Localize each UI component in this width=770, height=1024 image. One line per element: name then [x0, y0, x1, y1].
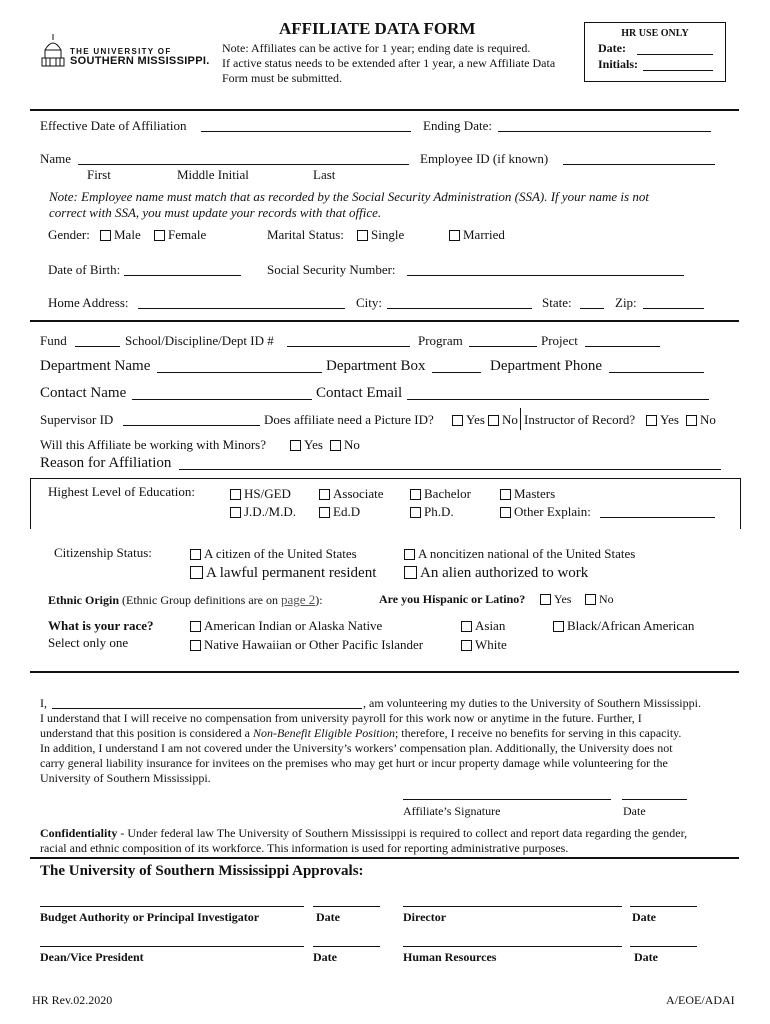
- confidentiality-label: Confidentiality: [40, 826, 118, 840]
- dean-date-line[interactable]: [313, 946, 380, 947]
- instructor-yes-checkbox[interactable]: [646, 415, 657, 426]
- hr-caption: Human Resources: [403, 950, 497, 964]
- contact-email-label: Contact Email: [316, 385, 403, 401]
- supervisor-divider: [520, 408, 521, 430]
- director-signature-line[interactable]: [403, 906, 622, 907]
- race-option-label: Black/African American: [567, 618, 695, 633]
- header-note-3: Form must be submitted.: [222, 71, 342, 85]
- zip-label: Zip:: [615, 295, 637, 310]
- ssn-field[interactable]: [407, 262, 684, 276]
- effective-date-label: Effective Date of Affiliation: [40, 118, 187, 133]
- marital-label: Marital Status:: [267, 227, 344, 242]
- fund-field[interactable]: [75, 333, 120, 347]
- department-phone-label: Department Phone: [490, 358, 603, 374]
- name-last-caption: Last: [313, 167, 336, 182]
- director-date-caption: Date: [632, 910, 656, 924]
- edu-checkbox[interactable]: [319, 489, 330, 500]
- ssa-note-line-2: correct with SSA, you must update your records with that office.: [49, 205, 382, 220]
- hr-initials-field[interactable]: [643, 57, 713, 71]
- director-date-line[interactable]: [630, 906, 697, 907]
- affiliate-date-line[interactable]: [622, 799, 687, 800]
- minors-label: Will this Affiliate be working with Minors?: [40, 437, 266, 452]
- edu-checkbox[interactable]: [500, 507, 511, 518]
- citizen-option[interactable]: [190, 546, 357, 562]
- budget-signature-line[interactable]: [40, 906, 304, 907]
- employee-id-field[interactable]: [563, 151, 715, 165]
- race-checkbox[interactable]: [553, 621, 564, 632]
- name-label: Name: [40, 151, 72, 166]
- dome-icon: [40, 34, 66, 68]
- permanent-label: A lawful permanent resident: [206, 565, 377, 581]
- minors-no[interactable]: [330, 437, 360, 453]
- instructor-no-checkbox[interactable]: [686, 415, 697, 426]
- edu-option-associate[interactable]: [319, 486, 384, 502]
- noncitizen-option[interactable]: [404, 546, 635, 562]
- volunteer-line-4: In addition, I understand I am not covered under the University’s workers’ compensation plan. Additionally, the University does not: [40, 741, 673, 755]
- footer-eoe: A/EOE/ADAI: [666, 993, 735, 1007]
- affiliate-date-caption: Date: [623, 804, 646, 818]
- single-checkbox[interactable]: [357, 230, 368, 241]
- male-label: Male: [114, 227, 141, 242]
- edu-other-field[interactable]: [600, 504, 715, 518]
- male-checkbox[interactable]: [100, 230, 111, 241]
- hispanic-no-label: No: [599, 592, 614, 606]
- page-title: AFFILIATE DATA FORM: [279, 19, 476, 38]
- permanent-checkbox[interactable]: [190, 566, 203, 579]
- reason-field[interactable]: [179, 456, 721, 470]
- ending-date-label: Ending Date:: [423, 118, 492, 133]
- department-phone-field[interactable]: [609, 359, 704, 373]
- race-white[interactable]: [461, 637, 507, 653]
- edu-option-label: J.D./M.D.: [244, 504, 297, 519]
- ethnic-origin-line: [48, 592, 323, 608]
- race-black[interactable]: [553, 618, 694, 634]
- hispanic-yes-label: Yes: [554, 592, 572, 606]
- budget-date-caption: Date: [316, 910, 340, 924]
- alien-label: An alien authorized to work: [420, 565, 589, 581]
- ending-date-field[interactable]: [498, 118, 711, 132]
- edu-option-label: Other Explain:: [514, 504, 591, 519]
- race-checkbox[interactable]: [190, 640, 201, 651]
- department-name-label: Department Name: [40, 358, 151, 374]
- race-hawaiian[interactable]: [190, 637, 423, 653]
- volunteer-line-5: carry general liability insurance for invitees on the premises who may get hurt or incur property damage while volunteering for the: [40, 756, 668, 770]
- edu-option-masters[interactable]: [500, 486, 555, 502]
- contact-email-field[interactable]: [407, 386, 709, 400]
- edu-checkbox[interactable]: [319, 507, 330, 518]
- footer-revision: HR Rev.02.2020: [32, 993, 113, 1007]
- volunteer-line-1: , am volunteering my duties to the University of Southern Mississippi.: [363, 696, 701, 710]
- alien-checkbox[interactable]: [404, 566, 417, 579]
- state-label: State:: [542, 295, 572, 310]
- married-checkbox[interactable]: [449, 230, 460, 241]
- edu-option-phd[interactable]: [410, 504, 454, 520]
- confidentiality-line-2: racial and ethnic composition of its workforce. This information is used for reporting administrative purposes.: [40, 841, 569, 855]
- dob-field[interactable]: [124, 262, 241, 276]
- education-label: Highest Level of Education:: [48, 484, 195, 499]
- department-name-field[interactable]: [157, 359, 322, 373]
- picture-id-yes[interactable]: [452, 412, 485, 428]
- volunteer-line-3a: understand that this position is considered a: [40, 726, 253, 740]
- volunteer-line-3c: ; therefore, I receive no benefits for serving in this capacity.: [394, 726, 682, 740]
- director-caption: Director: [403, 910, 447, 924]
- race-asian[interactable]: [461, 618, 505, 634]
- citizen-checkbox[interactable]: [190, 549, 201, 560]
- picture-yes-checkbox[interactable]: [452, 415, 463, 426]
- edu-option-label: Ed.D: [333, 504, 361, 519]
- race-option-label: Asian: [475, 618, 506, 633]
- project-field[interactable]: [585, 333, 660, 347]
- picture-no-label: No: [502, 412, 518, 427]
- marital-single-option[interactable]: [357, 227, 404, 243]
- instructor-no-label: No: [700, 412, 716, 427]
- edu-checkbox[interactable]: [230, 507, 241, 518]
- school-dept-label: School/Discipline/Dept ID #: [125, 333, 274, 348]
- ethnic-paren-a: (Ethnic Group definitions are on: [122, 593, 281, 607]
- minors-yes-label: Yes: [304, 437, 323, 452]
- confidentiality-text-1: - Under federal law The University of Southern Mississippi is required to collect and report data regarding the gender,: [117, 826, 688, 840]
- race-checkbox[interactable]: [461, 621, 472, 632]
- minors-yes[interactable]: [290, 437, 323, 453]
- dob-label: Date of Birth:: [48, 262, 121, 277]
- race-checkbox[interactable]: [461, 640, 472, 651]
- dean-date-caption: Date: [313, 950, 337, 964]
- gender-male-option[interactable]: [100, 227, 141, 243]
- city-field[interactable]: [387, 295, 532, 309]
- edu-checkbox[interactable]: [500, 489, 511, 500]
- instructor-yes-label: Yes: [660, 412, 679, 427]
- volunteer-i: I,: [40, 696, 47, 710]
- city-label: City:: [356, 295, 383, 310]
- approvals-title: The University of Southern Mississippi Approvals:: [40, 863, 364, 879]
- header-note-2: If active status needs to be extended after 1 year, a new Affiliate Data: [222, 56, 556, 70]
- hispanic-yes-checkbox[interactable]: [540, 594, 551, 605]
- ethnic-origin-label: Ethnic Origin: [48, 593, 120, 607]
- budget-caption: Budget Authority or Principal Investigator: [40, 910, 260, 924]
- noncitizen-label: A noncitizen national of the United States: [418, 546, 636, 561]
- edu-option-label: Associate: [333, 486, 384, 501]
- section-divider-1: [30, 320, 739, 322]
- dean-caption: Dean/Vice President: [40, 950, 144, 964]
- instructor-yes[interactable]: [646, 412, 679, 428]
- citizen-label: A citizen of the United States: [204, 546, 357, 561]
- picture-yes-label: Yes: [466, 412, 485, 427]
- confidentiality-line-1: [40, 826, 687, 841]
- edu-checkbox[interactable]: [410, 489, 421, 500]
- section-divider-3: [30, 857, 739, 859]
- race-option-label: Native Hawaiian or Other Pacific Islander: [204, 637, 424, 652]
- hr-date-line[interactable]: [630, 946, 697, 947]
- edu-option-label: HS/GED: [244, 486, 291, 501]
- supervisor-id-label: Supervisor ID: [40, 412, 114, 427]
- ethnic-page2-link[interactable]: page 2: [280, 592, 316, 607]
- dean-signature-line[interactable]: [40, 946, 304, 947]
- picture-no-checkbox[interactable]: [488, 415, 499, 426]
- non-benefit-term: Non-Benefit Eligible Position: [252, 726, 395, 740]
- hr-initials-label: Initials:: [598, 57, 639, 71]
- instructor-no[interactable]: [686, 412, 716, 428]
- permanent-resident-option[interactable]: [190, 565, 376, 582]
- race-sub-label: Select only one: [48, 635, 129, 650]
- hispanic-no-checkbox[interactable]: [585, 594, 596, 605]
- department-box-field[interactable]: [432, 359, 481, 373]
- name-field[interactable]: [78, 151, 409, 165]
- volunteer-line-3: [40, 726, 681, 741]
- school-dept-field[interactable]: [287, 333, 410, 347]
- contact-name-field[interactable]: [132, 386, 312, 400]
- affiliate-signature-line[interactable]: [403, 799, 611, 800]
- edu-option-hsged[interactable]: [230, 486, 291, 502]
- alien-option[interactable]: [404, 565, 588, 582]
- picture-id-no[interactable]: [488, 412, 518, 428]
- noncitizen-checkbox[interactable]: [404, 549, 415, 560]
- header-divider: [30, 109, 739, 111]
- female-checkbox[interactable]: [154, 230, 165, 241]
- hispanic-no[interactable]: [585, 592, 614, 607]
- gender-label: Gender:: [48, 227, 90, 242]
- contact-name-label: Contact Name: [40, 385, 127, 401]
- hispanic-yes[interactable]: [540, 592, 571, 607]
- gender-female-option[interactable]: [154, 227, 206, 243]
- edu-option-label: Bachelor: [424, 486, 471, 501]
- ethnic-paren-b: ):: [315, 593, 323, 607]
- race-label: What is your race?: [48, 618, 154, 633]
- program-field[interactable]: [469, 333, 537, 347]
- hr-date-caption: Date: [634, 950, 658, 964]
- department-box-label: Department Box: [326, 358, 426, 374]
- marital-married-option[interactable]: [449, 227, 505, 243]
- affiliate-signature-caption: Affiliate’s Signature: [403, 804, 501, 818]
- edu-option-label: Ph.D.: [424, 504, 454, 519]
- section-divider-2: [30, 671, 739, 673]
- picture-id-label: Does affiliate need a Picture ID?: [264, 412, 434, 427]
- ssn-label: Social Security Number:: [267, 262, 396, 277]
- effective-date-field[interactable]: [201, 118, 411, 132]
- fund-label: Fund: [40, 333, 67, 348]
- hr-date-label: Date:: [598, 41, 626, 55]
- ssa-note-line-1: Note: Employee name must match that as recorded by the Social Security Administration (SSA). If your name is not: [49, 189, 649, 204]
- employee-id-label: Employee ID (if known): [420, 151, 549, 166]
- edu-option-label: Masters: [514, 486, 556, 501]
- volunteer-line-6: University of Southern Mississippi.: [40, 771, 211, 785]
- budget-date-line[interactable]: [313, 906, 380, 907]
- single-label: Single: [371, 227, 405, 242]
- minors-no-checkbox[interactable]: [330, 440, 341, 451]
- home-address-field[interactable]: [138, 295, 345, 309]
- supervisor-id-field[interactable]: [123, 412, 260, 426]
- hispanic-label: Are you Hispanic or Latino?: [379, 592, 526, 606]
- hr-signature-line[interactable]: [403, 946, 622, 947]
- race-option-label: American Indian or Alaska Native: [204, 618, 383, 633]
- married-label: Married: [463, 227, 505, 242]
- instructor-of-record-label: Instructor of Record?: [524, 412, 636, 427]
- hr-date-field[interactable]: [637, 41, 713, 55]
- state-field[interactable]: [580, 295, 604, 309]
- race-american-indian[interactable]: [190, 618, 382, 634]
- edu-checkbox[interactable]: [410, 507, 421, 518]
- name-middle-caption: Middle Initial: [177, 167, 249, 182]
- logo-text-small: THE UNIVERSITY OF: [70, 47, 172, 56]
- volunteer-name-field[interactable]: [52, 696, 362, 709]
- citizenship-label: Citizenship Status:: [54, 545, 152, 560]
- reason-label: Reason for Affiliation: [40, 455, 172, 471]
- edu-checkbox[interactable]: [230, 489, 241, 500]
- header-note-1: Note: Affiliates can be active for 1 year; ending date is required.: [222, 41, 531, 55]
- home-address-label: Home Address:: [48, 295, 129, 310]
- hr-box-title: HR USE ONLY: [621, 28, 689, 39]
- minors-yes-checkbox[interactable]: [290, 440, 301, 451]
- race-option-label: White: [475, 637, 507, 652]
- edu-option-other[interactable]: [500, 504, 591, 520]
- female-label: Female: [168, 227, 207, 242]
- hr-use-only-box: [584, 22, 726, 82]
- race-checkbox[interactable]: [190, 621, 201, 632]
- zip-field[interactable]: [643, 295, 704, 309]
- edu-option-bachelor[interactable]: [410, 486, 471, 502]
- logo-text-big: SOUTHERN MISSISSIPPI.: [70, 55, 210, 67]
- volunteer-line-2: I understand that I will receive no compensation from university payroll for this work now or anytime in the future. Further, I: [40, 711, 642, 725]
- project-label: Project: [541, 333, 578, 348]
- program-label: Program: [418, 333, 463, 348]
- edu-option-jdmd[interactable]: [230, 504, 296, 520]
- minors-no-label: No: [344, 437, 360, 452]
- name-first-caption: First: [87, 167, 111, 182]
- edu-option-edd[interactable]: [319, 504, 360, 520]
